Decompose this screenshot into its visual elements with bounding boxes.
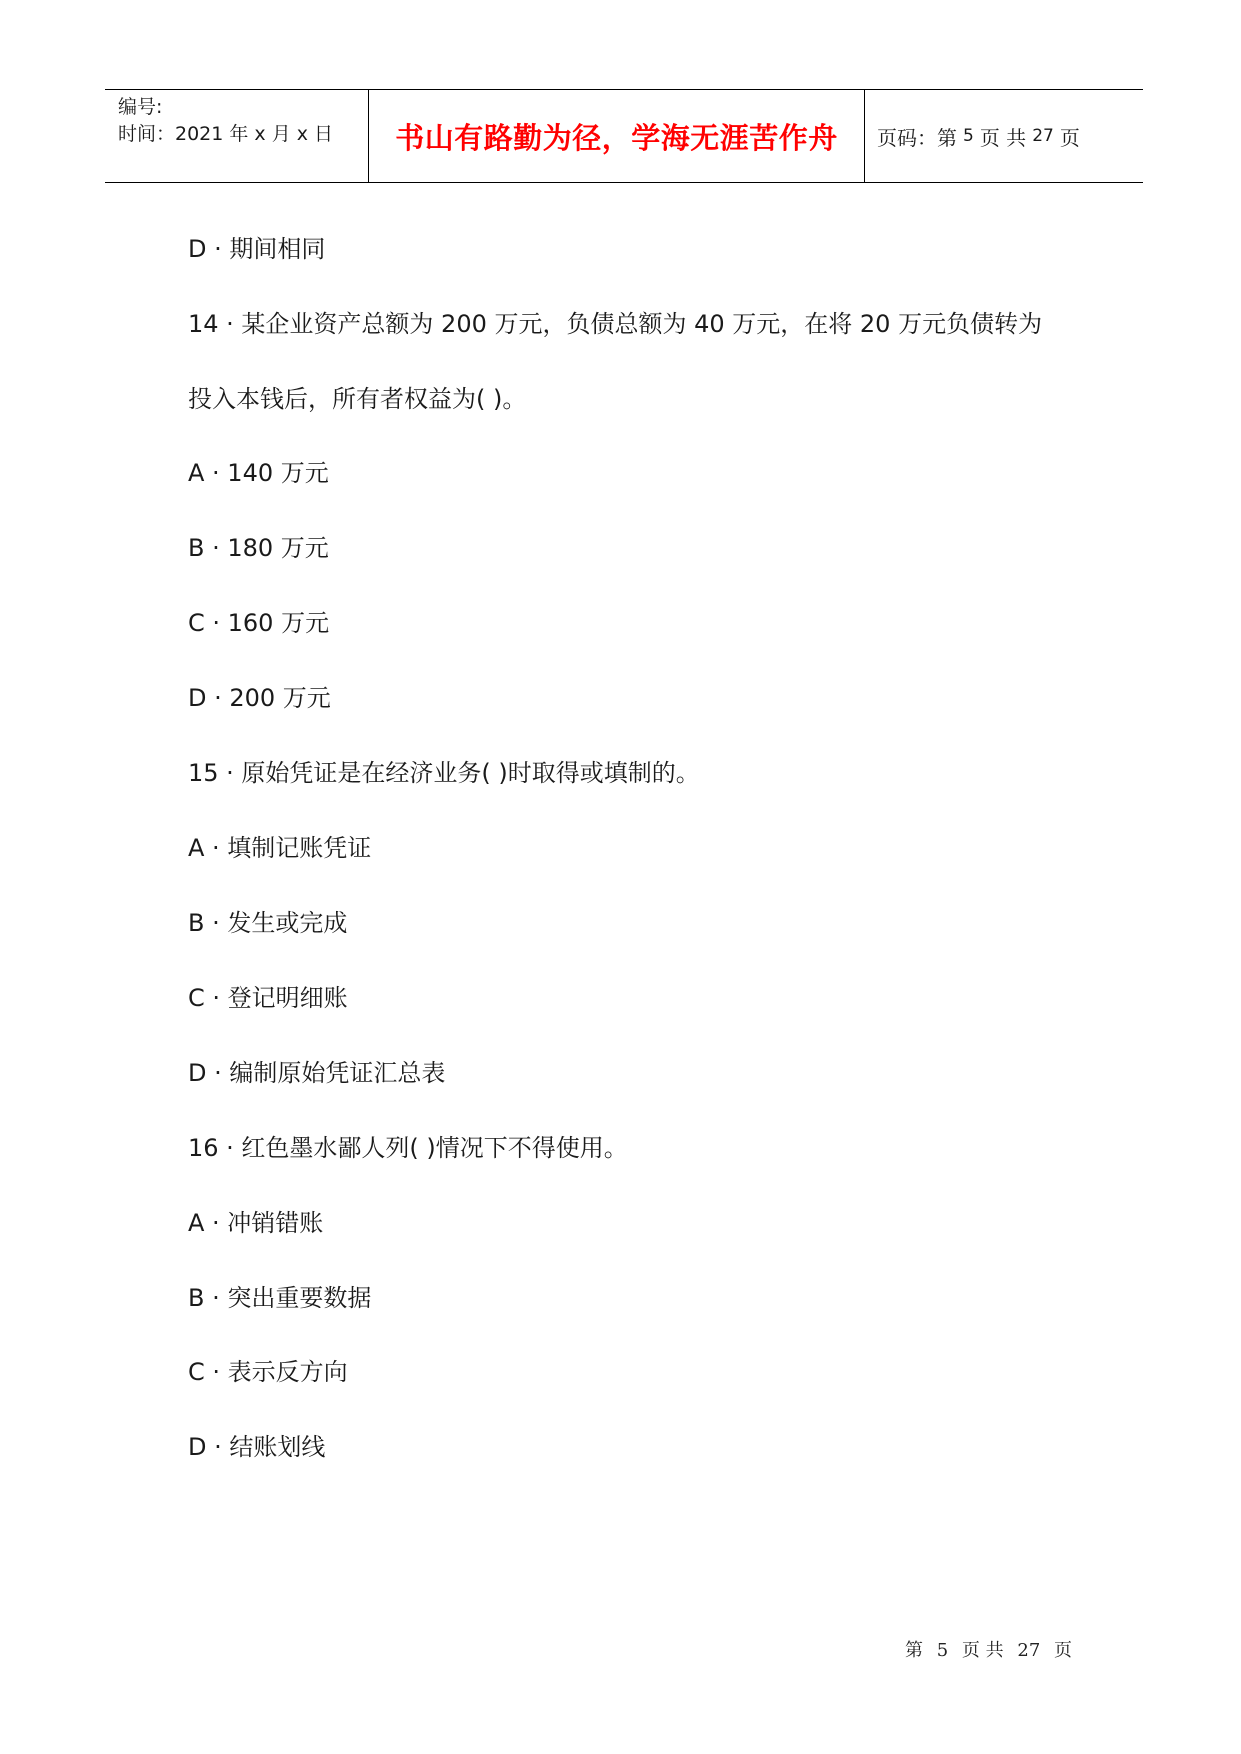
option-line: D · 结账划线 <box>188 1433 326 1461</box>
option-line: D · 编制原始凭证汇总表 <box>188 1059 446 1087</box>
option-line: B · 180 万元 <box>188 534 329 562</box>
page-code-current: 5 <box>963 126 974 146</box>
header-motto: 书山有路勤为径，学海无涯苦作舟 <box>369 90 865 182</box>
time-label: 时间：2021 年 x 月 x 日 <box>118 123 334 145</box>
footer-total-pages: 27 <box>1017 1640 1041 1661</box>
footer-suffix: 页 <box>1054 1640 1073 1661</box>
footer-current-page: 5 <box>936 1640 949 1661</box>
footer-prefix: 第 <box>905 1640 923 1661</box>
page-code-total: 27 <box>1032 126 1054 146</box>
question-line: 16 · 红色墨水鄙人列( )情况下不得使用。 <box>188 1134 628 1162</box>
option-line: D · 期间相同 <box>188 235 326 263</box>
question-line: 15 · 原始凭证是在经济业务( )时取得或填制的。 <box>188 759 700 787</box>
option-line: D · 200 万元 <box>188 684 331 712</box>
page-footer <box>905 1636 1080 1662</box>
serial-number-label: 编号: <box>118 96 163 118</box>
question-line: 14 · 某企业资产总额为 200 万元，负债总额为 40 万元，在将 20 万元负债转为 <box>188 310 1043 338</box>
question-line-continued: 投入本钱后，所有者权益为( )。 <box>188 385 527 413</box>
option-line: B · 发生或完成 <box>188 909 348 937</box>
option-line: B · 突出重要数据 <box>188 1284 372 1312</box>
option-line: C · 表示反方向 <box>188 1358 348 1386</box>
footer-mid: 页 共 <box>961 1640 1004 1661</box>
option-line: C · 登记明细账 <box>188 984 348 1012</box>
option-line: A · 140 万元 <box>188 459 329 487</box>
option-line: A · 冲销错账 <box>188 1209 324 1237</box>
header-page-code <box>865 90 1143 182</box>
page-code-prefix: 页码：第 <box>877 125 957 150</box>
page-code-suffix: 页 <box>1059 125 1080 150</box>
option-line: C · 160 万元 <box>188 609 330 637</box>
page-header <box>105 89 1143 183</box>
header-info <box>105 90 369 182</box>
option-line: A · 填制记账凭证 <box>188 834 372 862</box>
page-code-mid: 页 共 <box>979 125 1027 150</box>
